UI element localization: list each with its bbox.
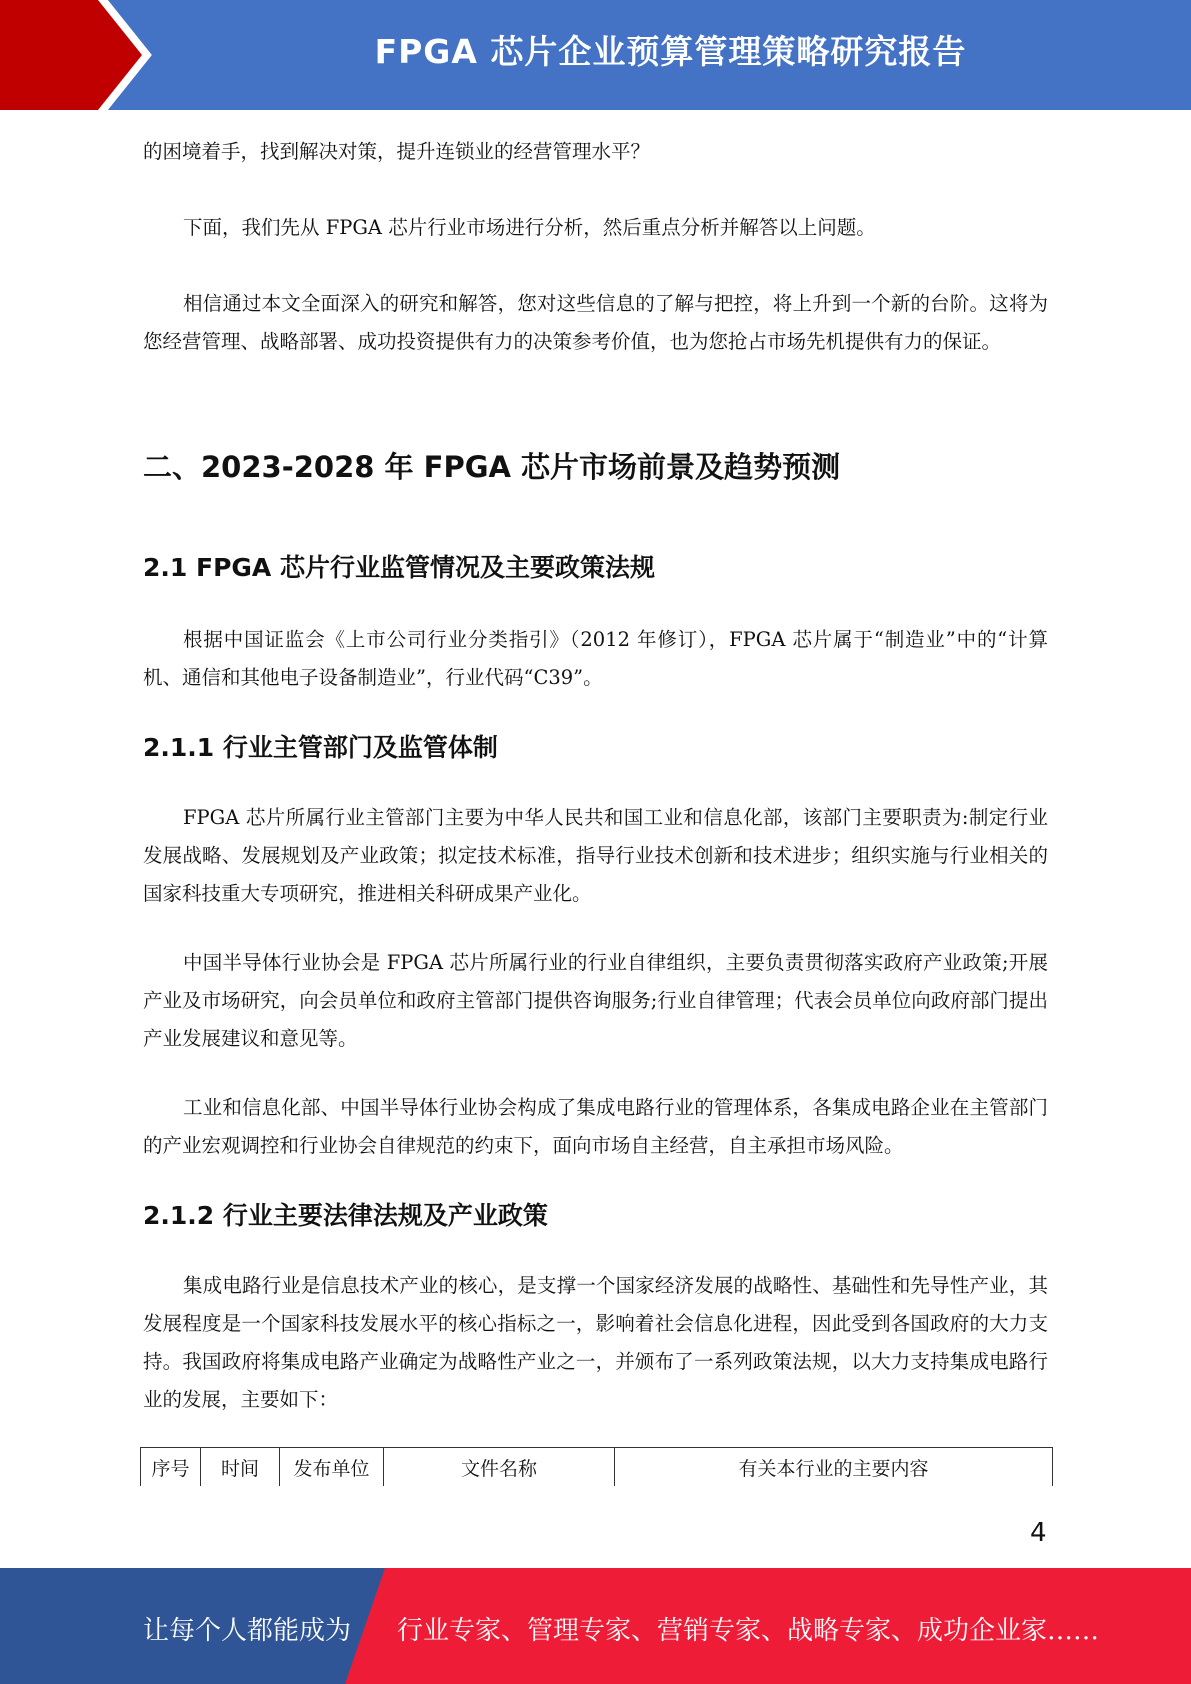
section-2-1-1-paragraph-2: 中国半导体行业协会是 FPGA 芯片所属行业的行业自律组织，主要负责贯彻落实政府产业政策;开展产业及市场研究，向会员单位和政府主管部门提供咨询服务;行业自律管理；代表会员单位向政府部门提出产业发展建议和意见等。 (143, 951, 1048, 1050)
intro-paragraph-3: 相信通过本文全面深入的研究和解答，您对这些信息的了解与把控，将上升到一个新的台阶。这将为您经营管理、战略部署、成功投资提供有力的决策参考价值，也为您抢占市场先机提供有力的保证。 (143, 292, 1048, 353)
section-2-1-paragraph: 根据中国证监会《上市公司行业分类指引》（2012 年修订），FPGA 芯片属于“制造业”中的“计算机、通信和其他电子设备制造业”，行业代码“C39”。 (143, 628, 1048, 689)
section-2-1-heading: 2.1 FPGA 芯片行业监管情况及主要政策法规 (143, 553, 655, 582)
report-title: FPGA 芯片企业预算管理策略研究报告 (374, 32, 967, 71)
section-2-1-1-paragraph-3: 工业和信息化部、中国半导体行业协会构成了集成电路行业的管理体系，各集成电路企业在主管部门的产业宏观调控和行业协会自律规范的约束下，面向市场自主经营，自主承担市场风险。 (143, 1096, 1048, 1157)
section-2-heading: 二、2023-2028 年 FPGA 芯片市场前景及趋势预测 (143, 450, 841, 484)
section-2-1-1-heading: 2.1.1 行业主管部门及监管体制 (143, 733, 498, 762)
intro-paragraph-1: 的困境着手，找到解决对策，提升连锁业的经营管理水平？ (143, 140, 651, 163)
section-2-1-2-heading: 2.1.2 行业主要法律法规及产业政策 (143, 1201, 548, 1230)
table-header-main-content: 有关本行业的主要内容 (615, 1448, 1053, 1487)
table-header-publisher: 发布单位 (280, 1448, 384, 1487)
intro-paragraph-2: 下面，我们先从 FPGA 芯片行业市场进行分析，然后重点分析并解答以上问题。 (183, 216, 876, 239)
table-header-time: 时间 (201, 1448, 280, 1487)
table-header-row (141, 1448, 1053, 1487)
footer-slogan-left: 让每个人都能成为 (143, 1616, 352, 1646)
page-header (0, 0, 1191, 110)
footer-slogan-right: 行业专家、管理专家、营销专家、战略专家、成功企业家…… (397, 1616, 1100, 1646)
section-2-1-2-paragraph: 集成电路行业是信息技术产业的核心，是支撑一个国家经济发展的战略性、基础性和先导性产业，其发展程度是一个国家科技发展水平的核心指标之一，影响着社会信息化进程，因此受到各国政府的大力支持。我国政府将集成电路产业确定为战略性产业之一，并颁布了一系列政策法规，以大力支持集成电路行业的发展，主要如下： (143, 1274, 1048, 1411)
page-number: 4 (1030, 1518, 1047, 1548)
page-footer (0, 1568, 1191, 1684)
table-header-index: 序号 (141, 1448, 201, 1487)
policy-table (140, 1447, 1053, 1486)
section-2-1-1-paragraph-1: FPGA 芯片所属行业主管部门主要为中华人民共和国工业和信息化部，该部门主要职责为:制定行业发展战略、发展规划及产业政策；拟定技术标准，指导行业技术创新和技术进步；组织实施与行业相关的国家科技重大专项研究，推进相关科研成果产业化。 (143, 806, 1048, 905)
table-header-document-name: 文件名称 (384, 1448, 615, 1487)
